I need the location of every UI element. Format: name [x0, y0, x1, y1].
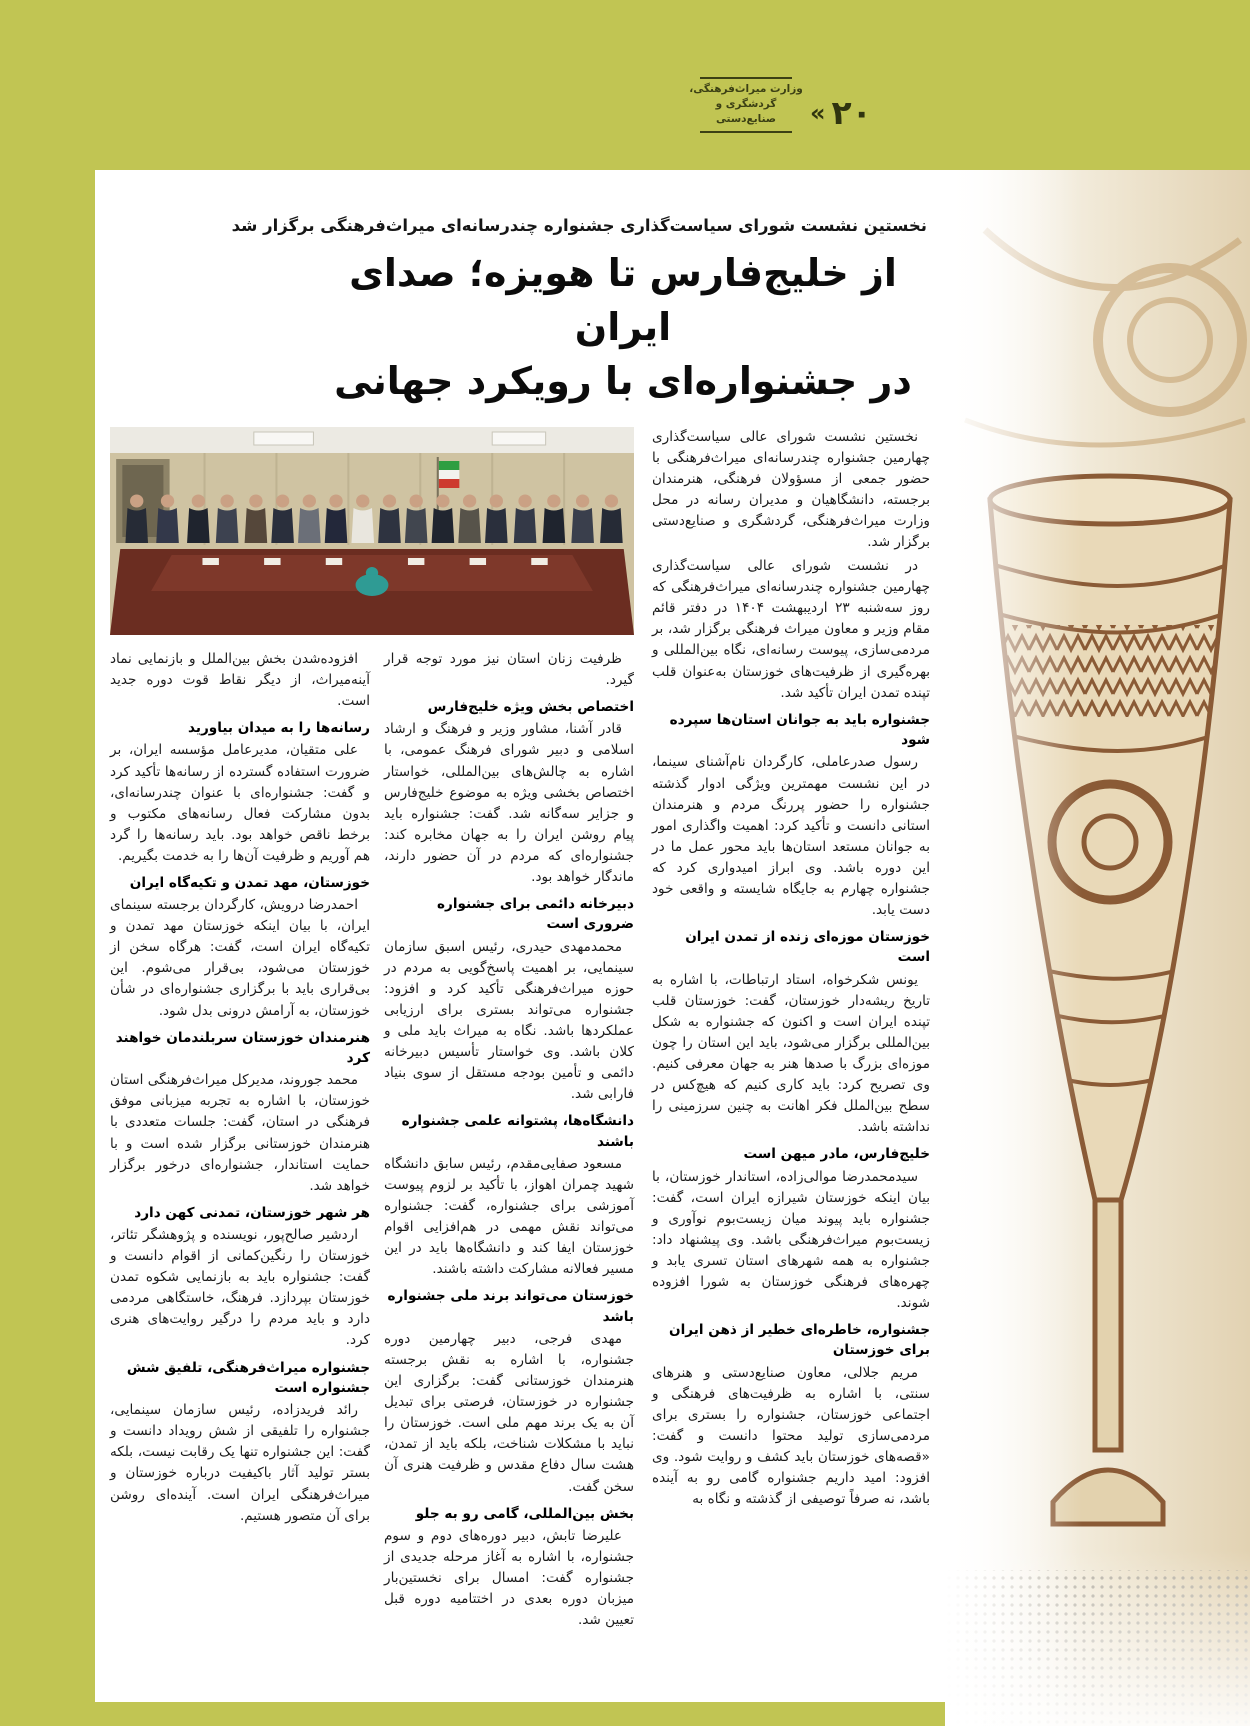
column-paragraph: رائد فریدزاده، رئیس سازمان سینمایی، جشنواره را تلفیقی از شش رویداد دانست و گفت: این جشنواره تنها یک رقابت نیست، بلکه بستر تولید آثار باکیفیت درباره خوزستان و میراث‌فرهنگی ایران است. آینده‌ای روشن برای آن متصور هستیم. [110, 1402, 370, 1524]
column-paragraph: افزوده‌شدن بخش بین‌الملل و بازنمایی نماد آینه‌میراث، از دیگر نقاط قوت دوره جدید است. [110, 650, 370, 709]
column-subhead: خوزستان موزه‌ای زنده از تمدن ایران است [685, 928, 930, 966]
column-paragraph: محمد جوروند، مدیرکل میراث‌فرهنگی استان خوزستان، با اشاره به تجربه میزبانی موفق فرهنگی در استان، گفت: جلسات متعددی با هنرمندان خوزستانی برگزار شده است و با حمایت استاندار، جشنواره‌ای درخور برگزار خواهد شد. [110, 1072, 370, 1194]
column-paragraph: مریم جلالی، معاون صنایع‌دستی و هنرهای سنتی، با اشاره به ظرفیت‌های فرهنگی و اجتماعی خوزستان، جشنواره را بستری برای مردمی‌سازی تولید محتوا دانست و گفت: «قصه‌های خوزستان باید کشف و روایت شود. وی افزود: امید داریم جشنواره گامی رو به آینده باشد، نه صرفاً توصیفی از گذشته و نگاه به [652, 1364, 930, 1508]
logo-rule-top [700, 77, 792, 79]
column-subhead: جشنواره میراث‌فرهنگی، تلفیق شش جشنواره است [126, 1359, 370, 1396]
logo-rule-bottom [700, 131, 792, 133]
headline-line-1: از خلیج‌فارس تا هویزه؛ صدای ایران [349, 251, 897, 349]
column-paragraph: رسول صدرعاملی، کارگردان نام‌آشنای سینما، در این نشست مهمترین ویژگی ادوار گذشته جشنواره را حضور پررنگ مردم و هنرمندان استانی دانست و تأکید کرد: اهمیت واگذاری امور به جوانان مستعد استان‌ها باید محور عمل ما در این دوره باشد. وی ابراز امیدواری کرد که جشنواره چهارم به جایگاه شایسته و واقعی خود دست یابد. [652, 754, 930, 918]
column-subhead: دانشگاه‌ها، پشتوانه علمی جشنواره باشند [401, 1113, 634, 1150]
lower-columns [110, 649, 634, 1634]
column-subhead: رسانه‌ها را به میدان بیاورید [187, 720, 370, 737]
column-subhead: خلیج‌فارس، مادر میهن است [743, 1146, 930, 1163]
article-body [95, 427, 945, 1634]
column-subhead: هنرمندان خوزستان سربلندمان خواهند کرد [115, 1029, 370, 1066]
column-subhead: جشنواره، خاطره‌ای خطیر از ذهن ایران برای خوزستان [669, 1322, 930, 1359]
column-paragraph: در نشست شورای عالی سیاست‌گذاری چهارمین جشنواره چندرسانه‌ای میراث‌فرهنگی که روز سه‌شنبه ۲۳ اردیبهشت ۱۴۰۴ در دفتر قائم مقام وزیر و معاون میراث فرهنگی برگزار شد، بر مردمی‌سازی، پیوست رسانه‌ای، نگاه بین‌المللی و بهره‌گیری از ظرفیت‌های خوزستان به‌عنوان قلب تپنده تمدن ایران تأکید شد. [652, 558, 930, 701]
page-number-block [810, 93, 872, 132]
page-number: ۲۰ [831, 93, 872, 132]
column-paragraph: قادر آشنا، مشاور وزیر و فرهنگ و ارشاد اسلامی و دبیر شورای فرهنگ عمومی، با اشاره به چالش‌های بین‌المللی، خواستار اختصاص بخشی ویژه به موضوع خلیج‌فارس و جزایر سه‌گانه شد. گفت: جشنواره باید پیام روشن ایران را به جهان مخابره کند: جشنواره‌ای که مردم در آن حضور دارند، ماندگار خواهد بود. [384, 721, 634, 885]
column-paragraph: مسعود صفایی‌مقدم، رئیس سابق دانشگاه شهید چمران اهواز، با تأکید بر لزوم پیوست آموزشی برای جشنواره، گفت: جشنواره می‌تواند نقش مهمی در هم‌افزایی اقوام خوزستان ایفا کند و دانشگاه‌ها باید در این مسیر فعالانه مشارکت داشته باشند. [384, 1155, 634, 1278]
column-subhead: خوزستان، مهد تمدن و تکیه‌گاه ایران [129, 874, 370, 891]
column-subhead: هر شهر خوزستان، تمدنی کهن دارد [134, 1204, 370, 1221]
column-left [110, 649, 370, 1634]
column-subhead: خوزستان می‌تواند برند ملی جشنواره باشد [387, 1288, 634, 1325]
pottery-artwork-image [945, 170, 1250, 1726]
column-paragraph: علی متقیان، مدیرعامل مؤسسه ایران، بر ضرورت استفاده گسترده از رسانه‌ها تأکید کرد و گفت: جشنواره‌ای با عنوان چندرسانه‌ای، بدون مشارکت فعال رسانه‌های مکتوب و برخط ناقص خواهد بود. باید رسانه‌ها را گرد هم آوریم و ظرفیت آن‌ها را به خدمت بگیریم. [110, 742, 370, 864]
column-paragraph: نخستین نشست شورای عالی سیاست‌گذاری چهارمین جشنواره چندرسانه‌ای میراث‌فرهنگی با حضور جمعی از مسؤولان فرهنگی، هنرمندان برجسته، دانشگاهیان و مدیران رسانه در محل وزارت میراث‌فرهنگی، گردشگری و صنایع‌دستی برگزار شد. [652, 428, 930, 551]
column-subhead: بخش بین‌المللی، گامی رو به جلو [415, 1505, 634, 1522]
column-paragraph: مهدی فرجی، دبیر چهارمین دوره جشنواره، با اشاره به نقش برجسته هنرمندان خوزستانی گفت: برگزاری این جشنواره در خوزستان، فرصتی برای تبدیل آن به یک برند مهم ملی است. خوزستان را نباید با مشکلات شناخت، بلکه باید از تمدن، هشت سال دفاع مقدس و ظرفیت هنری آن سخن گفت. [384, 1331, 634, 1495]
column-right [652, 427, 930, 1634]
column-paragraph: ظرفیت زنان استان نیز مورد توجه قرار گیرد. [384, 650, 634, 688]
chevron-icon: « [810, 98, 826, 127]
photo-and-columns [110, 427, 634, 1634]
article-page [95, 170, 945, 1702]
column-subhead: جشنواره باید به جوانان استان‌ها سپرده شود [669, 711, 930, 749]
column-subhead: اختصاص بخش ویژه خلیج‌فارس [427, 698, 634, 715]
column-paragraph: یونس شکرخواه، استاد ارتباطات، با اشاره به تاریخ ریشه‌دار خوزستان، گفت: خوزستان قلب تپنده ایران است و اکنون که جشنواره به شکل بین‌المللی برگزار می‌شود، باید این استان را چون موزه‌ای بزرگ با صدها هنر به جهان معرفی کنیم. وی تصریح کرد: باید کاری کنیم که هیچ‌کس در سطح بین‌الملل فکر اهانت به چنین سرزمینی را نداشته باشد. [652, 971, 930, 1136]
headline-line-2: در جشنواره‌ای با رویکرد جهانی [334, 358, 912, 403]
column-paragraph: سیدمحمدرضا موالی‌زاده، استاندار خوزستان، با بیان اینکه خوزستان شیرازه ایران است، گفت: جشنواره باید پیوند میان زیست‌بوم نوآوری و زیست‌بوم میراث‌فرهنگی باشد. وی پیشنهاد داد: جشنواره به همه شهرهای استان تسری یابد و چهره‌های فرهنگی خوزستان به شورا افزوده شوند. [652, 1168, 930, 1311]
column-paragraph: علیرضا تابش، دبیر دوره‌های دوم و سوم جشنواره، با اشاره به آغاز مرحله جدیدی از جشنواره گفت: امسال برای نخستین‌بار میزبان دوره بعدی در اختتامیه دوره قبل تعیین شد. [384, 1527, 634, 1629]
kicker: نخستین نشست شورای سیاست‌گذاری جشنواره چندرسانه‌ای میراث‌فرهنگی برگزار شد [231, 216, 927, 235]
ministry-logo [686, 74, 806, 136]
column-paragraph: محمدمهدی حیدری، رئیس اسبق سازمان سینمایی، بر اهمیت پاسخ‌گویی به مردم در حوزه میراث‌فرهنگی تأکید کرد و افزود: جشنواره می‌تواند بستری برای ارزیابی عملکردها باشد. نگاه به میراث باید ملی و کلان باشد. وی خواستار تأسیس دبیرخانه دائمی و تأمین بودجه مستقل از سوی بنیاد فارابی شد. [384, 938, 634, 1103]
column-paragraph: اردشیر صالح‌پور، نویسنده و پژوهشگر تئاتر، خوزستان را رنگین‌کمانی از اقوام دانست و گفت: جشنواره باید به بازنمایی شکوه تمدن خوزستان بپردازد. فرهنگ، خاستگاهی مردمی دارد و باید مردم را درگیر روایت‌های هنری کرد. [110, 1227, 370, 1349]
column-middle [384, 649, 634, 1634]
column-subhead: دبیرخانه دائمی برای جشنواره ضروری است [436, 895, 634, 933]
ministry-logo-text: وزارت میراث‌فرهنگی، گردشگری و صنایع‌دستی [689, 83, 803, 126]
meeting-photo [110, 427, 634, 635]
headline [313, 247, 933, 409]
column-paragraph: احمدرضا درویش، کارگردان برجسته سینمای ایران، با بیان اینکه خوزستان مهد تمدن و تکیه‌گاه ایران است، گفت: هرگاه سخن از خوزستان می‌شود، بی‌قرار می‌شوم. این بی‌قراری باید با برگزاری جشنواره‌ای در شأن خوزستان، به آرامش درونی بدل شود. [110, 897, 370, 1019]
